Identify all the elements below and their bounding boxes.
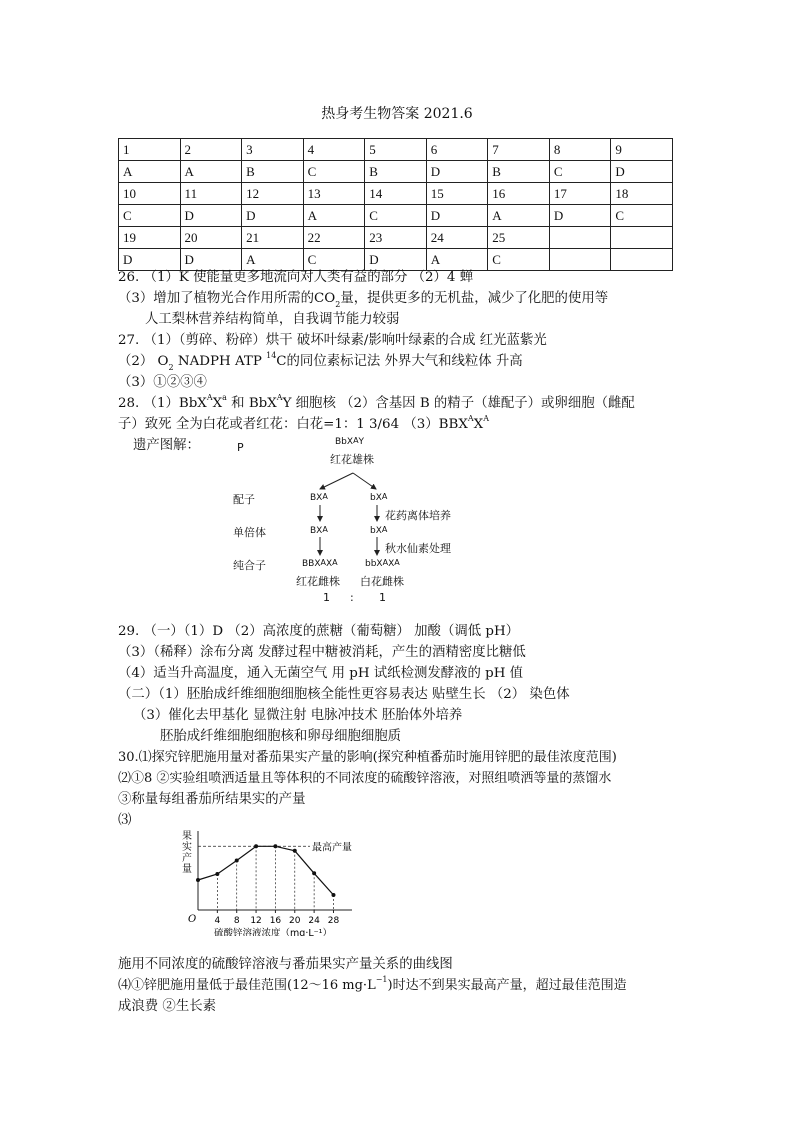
q26-line3: 人工梨林营养结构简单，自我调节能力较弱 [145,312,400,327]
q28-line1 [118,394,635,414]
sup: A [206,393,213,402]
answer-row [119,183,673,205]
q26-line2-tail: 量，提供更多的无机盐，减少了化肥的使用等 [340,291,609,306]
y-axis-label-char: 实 [182,842,192,853]
sup: A [322,492,328,501]
ratio-left: 1 [323,591,330,604]
answer-cell: D [426,161,488,183]
sup: A [381,525,388,534]
gamete-left [310,493,328,503]
yield-chart-svg [170,828,370,936]
g: BX [310,526,323,536]
q30-line3: ③称量每组番茄所结果实的产量 [118,792,306,807]
row-homozygote: 纯合子 [233,559,266,572]
genetic-diagram [200,433,500,608]
q27-line2-text: （2） O [118,354,169,369]
x-tick-label: 24 [308,916,320,926]
y-axis-label-char: 量 [182,864,192,875]
ratio-right: 1 [379,591,386,604]
answer-cell: D [611,161,673,183]
answer-cell: A [303,205,365,227]
q30-line5 [118,976,627,996]
sup: A [276,393,283,402]
q28-line2 [118,415,489,435]
arrow-parent-left [320,473,353,489]
sup: A [322,525,328,534]
answer-cell [611,249,673,271]
unit-superscript: −1 [375,975,388,984]
haploid-left [310,526,328,536]
row-gamete: 配子 [233,493,255,506]
q30-line5-tail: )时达不到果实最高产量，超过最佳范围造 [387,978,627,993]
x-tick-label: 28 [327,916,340,926]
q29-line3: （4）适当升高温度，通入无菌空气 用 pH 试纸检测发酵液的 pH 值 [118,666,524,681]
answer-cell: 10 [119,183,181,205]
answer-cell: 3 [242,139,304,161]
answer-cell: 23 [365,227,427,249]
q30-line2: ⑵①8 ②实验组喷洒适量且等体积的不同浓度的硫酸锌溶液，对照组喷洒等量的蒸馏水 [118,771,612,786]
answer-cell: C [365,205,427,227]
data-point [273,844,277,848]
answer-cell: D [119,249,181,271]
sup: A [483,414,489,423]
q26-line1: 26. （1）K 使能量更多地流向对人类有益的部分 （2）4 蝉 [118,270,474,285]
q27-line1: 27. （1）（剪碎、粉碎）烘干 破坏叶绿素/影响叶绿素的合成 红光蓝紫光 [118,333,547,348]
homo-left [302,559,338,569]
answer-cell: C [549,161,611,183]
answer-row [119,227,673,249]
yield-curve [198,846,334,895]
g: bX [370,493,382,503]
co2-subscript: 2 [335,300,341,309]
x-tick-label: 12 [250,916,262,926]
answer-cell: A [426,249,488,271]
answer-cell: 8 [549,139,611,161]
max-yield-annotation: 最高产量 [312,842,352,854]
answer-cell: 15 [426,183,488,205]
q29-line6: 胚胎成纤维细胞细胞核和卵母细胞细胞质 [160,729,402,744]
q29-line1: 29. （一）（1）D （2）高浓度的蔗糖（葡萄糖） 加酸（调低 pH） [118,624,520,639]
x-tick-label: 4 [214,916,221,926]
answer-row [119,161,673,183]
answer-cell: C [611,205,673,227]
q28-line1-mid: 和 BbX [226,396,277,411]
answer-cell: A [119,161,181,183]
answer-cell: 13 [303,183,365,205]
sup: A [382,558,389,567]
label-red-female: 红花雌株 [296,575,340,588]
label-white-female: 白花雌株 [360,575,404,588]
answer-cell: D [365,249,427,271]
answer-cell: 21 [242,227,304,249]
data-point [293,849,297,853]
data-point [196,878,200,882]
sup: A [394,558,400,567]
ratio-colon: : [350,591,354,604]
answer-cell: D [242,205,304,227]
answer-cell: 11 [180,183,242,205]
answer-cell: 19 [119,227,181,249]
answer-cell: 12 [242,183,304,205]
x-tick-label: 16 [269,916,282,926]
c14-superscript: 14 [266,351,277,360]
answer-cell: 14 [365,183,427,205]
q26-line2 [118,289,608,309]
q30-line4: ⑶ [118,813,132,828]
answer-cell: C [303,249,365,271]
answer-cell [549,227,611,249]
answer-cell: C [488,249,550,271]
answer-cell: D [426,205,488,227]
answer-cell: 9 [611,139,673,161]
q29-line2: （3）（稀释）涂布分离 发酵过程中糖被消耗，产生的酒精密度比糖低 [118,645,526,660]
data-point [235,859,239,863]
answer-cell: 20 [180,227,242,249]
homo-right [365,559,400,569]
x-tick-label: 20 [289,916,301,926]
step-colchicine: 秋水仙素处理 [385,542,451,555]
sup: A [467,414,474,423]
q26-line2-text: （3）增加了植物光合作用所需的CO [118,291,336,306]
answer-cell: A [242,249,304,271]
page-title: 热身考生物答案 2021.6 [321,106,473,122]
answer-cell: B [488,161,550,183]
answer-cell: D [180,249,242,271]
answer-row [119,139,673,161]
q28-line3: 遗产图解： [133,438,200,453]
x-axis-label: 硫酸锌溶液浓度（mg·L⁻¹） [214,928,332,936]
q28-line2-text: 子）致死 全为白花或者红花：白花=1：1 3/64 （3）BBX [118,417,468,432]
data-point [215,872,219,876]
chart-caption: 施用不同浓度的硫酸锌溶液与番茄果实产量关系的曲线图 [118,957,453,972]
answer-cell: 5 [365,139,427,161]
g: BX [310,493,323,503]
origin-label: O [188,914,197,925]
q30-line6: 成浪费 ②生长素 [118,999,216,1014]
answer-cell: 6 [426,139,488,161]
parent-genotype [335,437,364,447]
sup: A [353,436,359,445]
q29-line4: （二）（1）胚胎成纤维细胞细胞核全能性更容易表达 贴壁生长 （2） 染色体 [118,687,570,702]
q28-x: X [473,417,484,432]
g: X [388,559,395,569]
answer-cell: 22 [303,227,365,249]
parent-label: 红花雄株 [330,453,374,466]
answer-cell: 25 [488,227,550,249]
answer-table [118,138,673,271]
q30-line5-text: ⑷①锌肥施用量低于最佳范围(12～16 mg·L [118,978,376,993]
g: BbX [335,437,354,447]
y-axis-label-char: 产 [182,853,192,864]
x-tick-label: 8 [233,916,240,926]
answer-cell: 24 [426,227,488,249]
q27-line3: （3）①②③④ [118,375,207,390]
answer-row [119,205,673,227]
answer-cell: D [549,205,611,227]
sup: A [381,492,388,501]
answer-cell: D [180,205,242,227]
answer-cell: B [365,161,427,183]
q28-x: X [212,396,223,411]
g: BBX [302,559,321,569]
answer-cell [611,227,673,249]
q28-line1-tail: Y 细胞核 （2）含基因 B 的精子（雄配子）或卵细胞（雌配 [282,396,635,411]
answer-cell: B [242,161,304,183]
q28-line1-text: 28. （1）BbX [118,396,207,411]
answer-cell: C [119,205,181,227]
answer-cell: A [180,161,242,183]
q27-line2-mid: NADPH ATP [173,354,267,369]
g: bbX [365,559,383,569]
answer-cell: 16 [488,183,550,205]
y-axis-label-char: 果 [182,831,192,842]
yield-chart [170,828,370,936]
data-point [254,844,258,848]
g: X [326,559,333,569]
g: Y [358,437,365,447]
answer-cell: 1 [119,139,181,161]
arrow-parent-right [353,473,376,489]
data-point [312,871,316,875]
answer-cell: A [488,205,550,227]
step-anther-culture: 花药离体培养 [385,509,451,522]
answer-cell: 18 [611,183,673,205]
sup: a [222,393,227,402]
data-point [331,893,335,897]
answer-cell [549,249,611,271]
gamete-right [370,493,387,503]
haploid-right [370,526,387,536]
answer-cell: 7 [488,139,550,161]
q27-line2-tail: C的同位素标记法 外界大气和线粒体 升高 [276,354,523,369]
answer-cell: 4 [303,139,365,161]
p-label: P [237,441,244,454]
q29-line5: （3）催化去甲基化 显微注射 电脉冲技术 胚胎体外培养 [133,708,463,723]
q27-line2 [118,352,523,372]
answer-cell: C [303,161,365,183]
g: bX [370,526,382,536]
o2-subscript: 2 [168,363,174,372]
sup: A [320,558,326,567]
row-haploid: 单倍体 [233,526,266,539]
answer-cell: 17 [549,183,611,205]
q30-line1: 30.⑴探究锌肥施用量对番茄果实产量的影响(探究种植番茄时施用锌肥的最佳浓度范围) [118,750,617,765]
answer-cell: 2 [180,139,242,161]
sup: A [332,558,338,567]
